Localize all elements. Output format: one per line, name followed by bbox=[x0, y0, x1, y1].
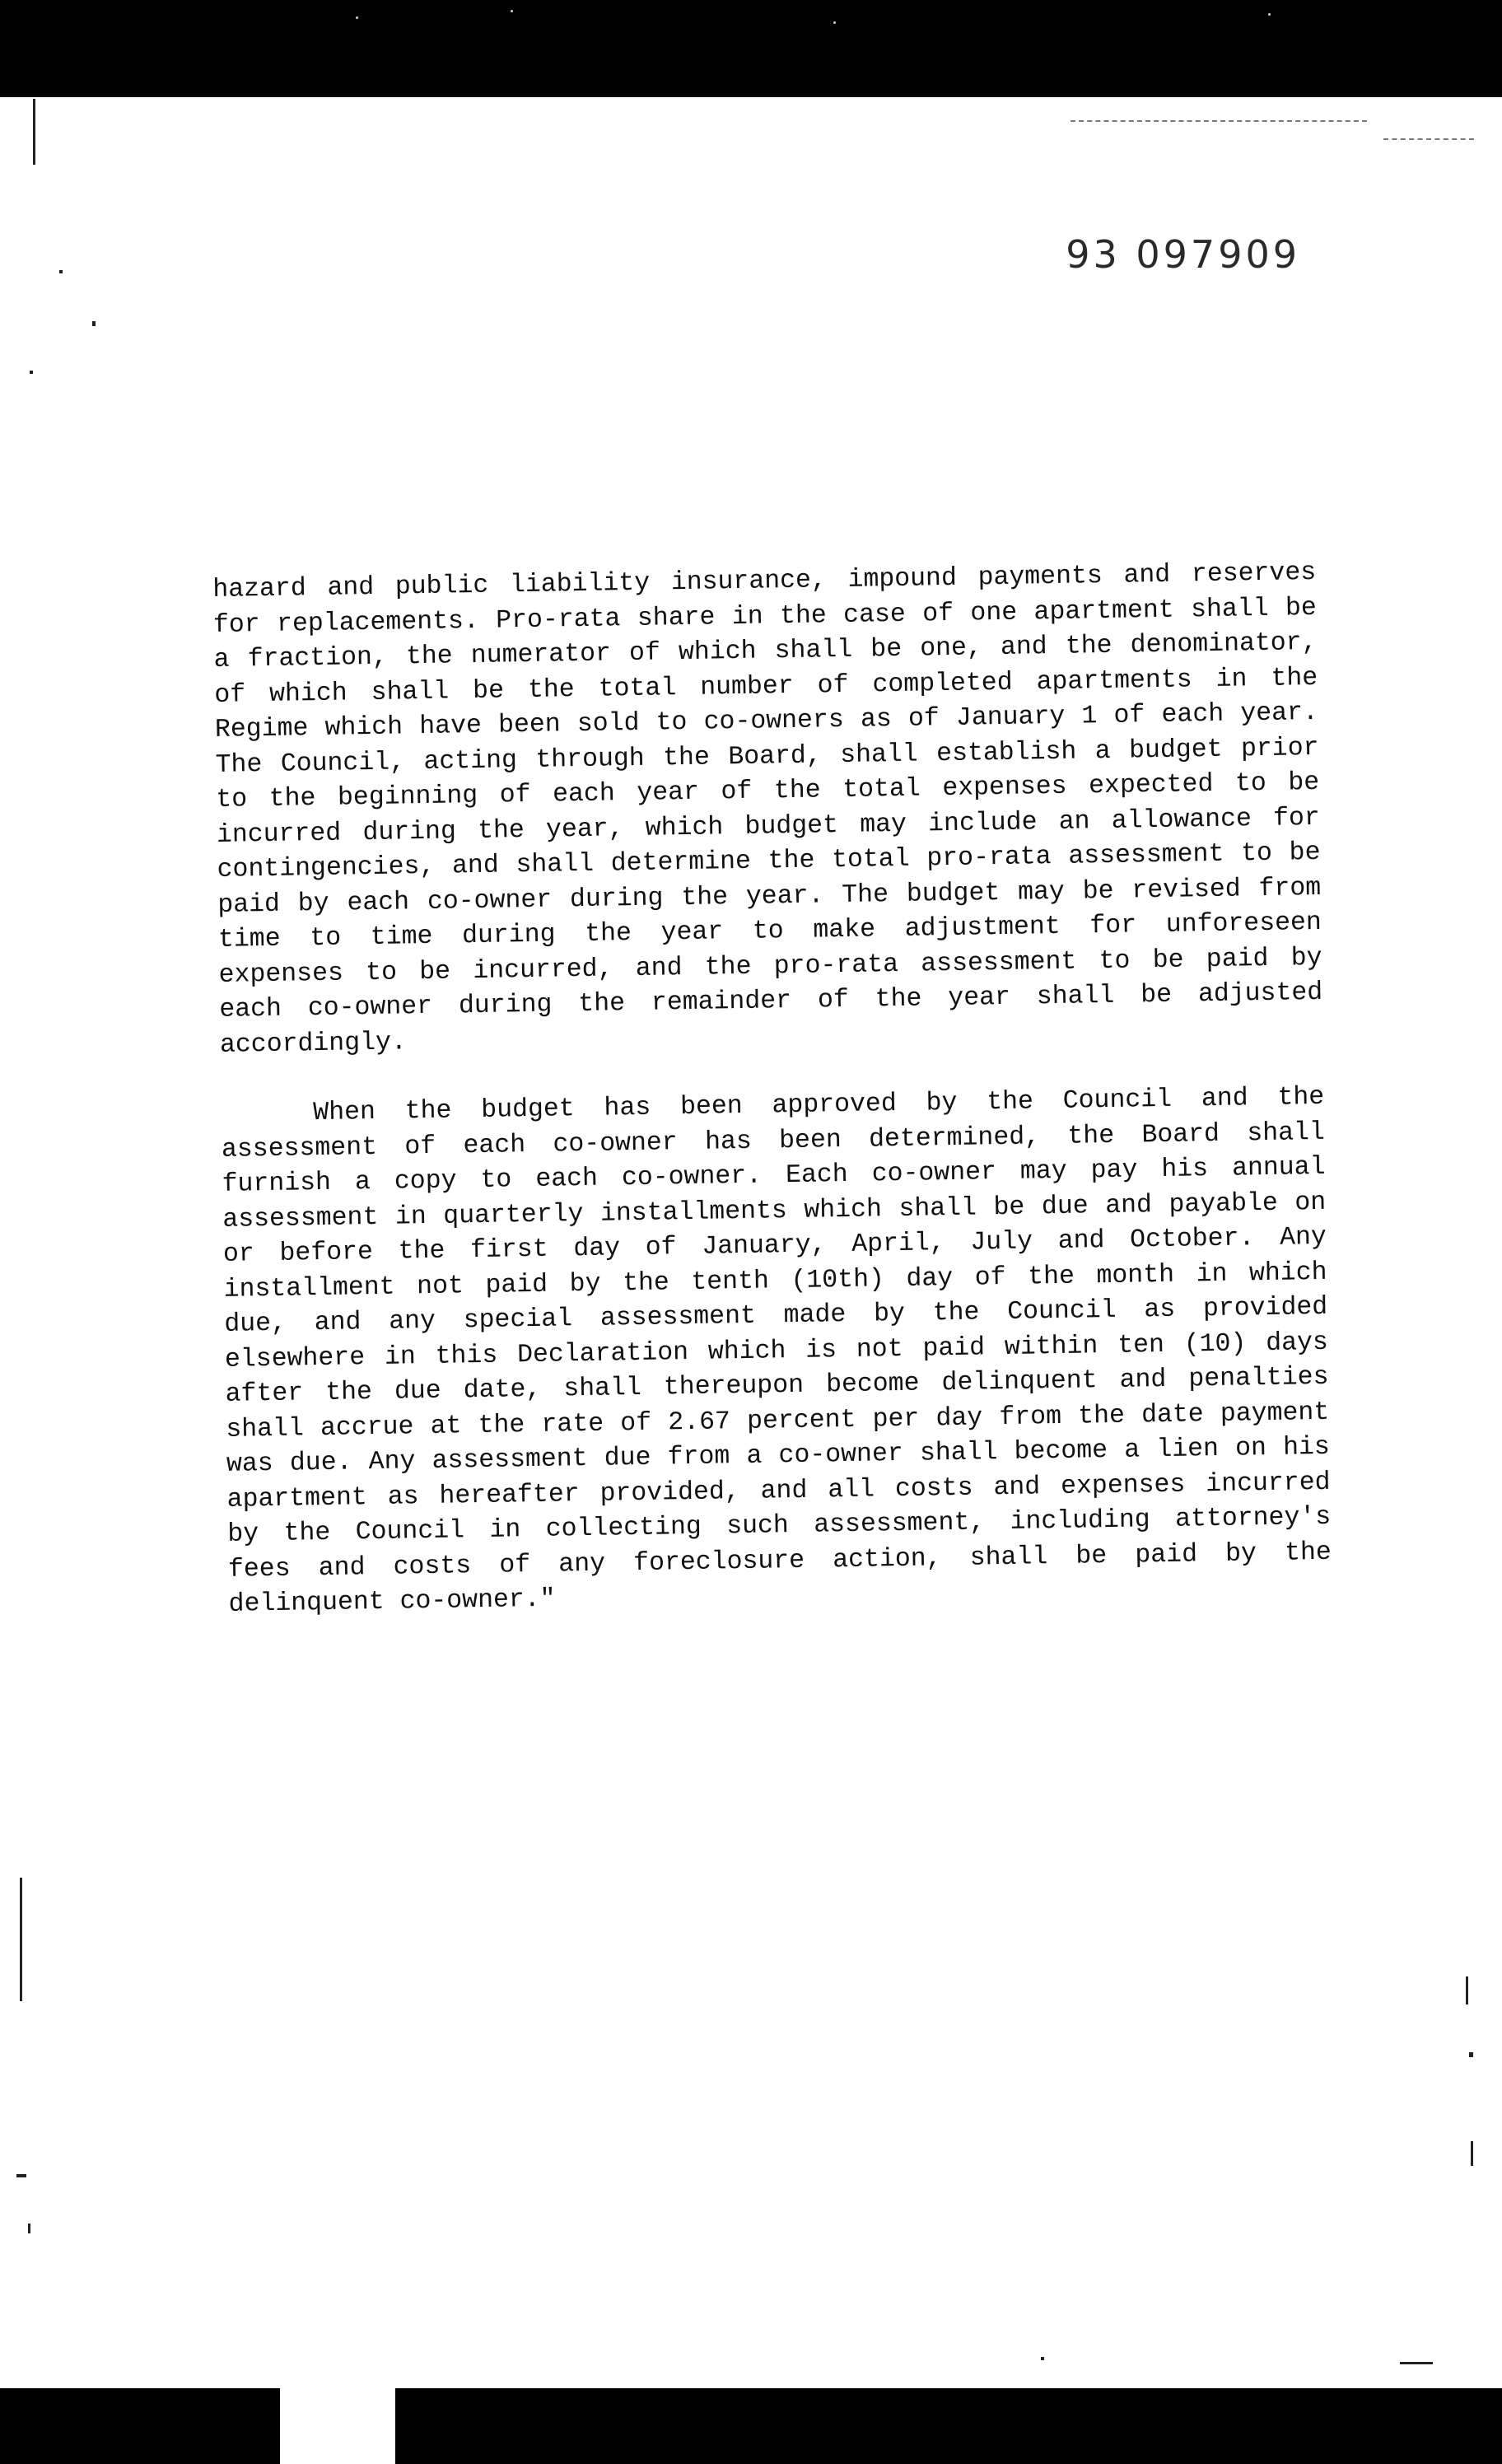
scan-edge-mark bbox=[16, 2174, 26, 2177]
paragraph-2: When the budget has been approved by the Council and the assessment of each co-owner has been determined, the Board shall furnish a copy to each co-owner. Each co-owner may pay his annual assessment in quarterly installments which shall be due and payable on or before the first day of January, April, July and October. Any installment not paid by the tenth (10th) day of the month in which due, and any special assessment made by the Council as provided elsewhere in this Declaration which is not paid within ten (10) days after the due date, shall thereupon become delinquent and penalties shall accrue at the rate of 2.67 percent per day from the date payment was due. Any assessment due from a co-owner shall become a lien on his apartment as hereafter provided, and all costs and expenses incurred by the Council in collecting such assessment, including attorney's fees and costs of any foreclosure action, shall be paid by the delinquent co-owner." bbox=[221, 1082, 1332, 1619]
scan-artifact-rule bbox=[1071, 120, 1367, 122]
scan-edge-mark bbox=[30, 371, 33, 374]
body-text bbox=[212, 556, 1332, 1622]
scan-border-top bbox=[0, 0, 1502, 97]
scan-speck bbox=[833, 21, 836, 24]
document-number: 93 097909 bbox=[1066, 232, 1300, 277]
scan-speck bbox=[356, 16, 358, 19]
scan-edge-mark bbox=[1041, 2357, 1044, 2360]
scan-edge-mark bbox=[1471, 2141, 1473, 2166]
scan-edge-mark bbox=[33, 99, 35, 165]
scan-edge-mark bbox=[92, 321, 96, 326]
scan-edge-mark bbox=[59, 270, 63, 273]
scan-edge-mark bbox=[1469, 2052, 1473, 2057]
scan-edge-mark bbox=[20, 1878, 22, 2001]
scan-edge-mark bbox=[1400, 2362, 1433, 2364]
scan-edge-mark bbox=[28, 2224, 30, 2233]
paragraph-1: hazard and public liability insurance, impound payments and reserves for replacements. Pro-rata share in the case of one apartment shall be a fraction, the numerator of which shall be one, and the denominator, of which shall be the total number of completed apartments in the Regime which have been sold to co-owners as of January 1 of each year. The Council, acting through the Board, shall establish a budget prior to the beginning of each year of the total expenses expected to be incurred during the year, which budget may include an allowance for contingencies, and shall determine the total pro-rata assessment to be paid by each co-owner during the year. The budget may be revised from time to time during the year to make adjustment for unforeseen expenses to be incurred, and the pro-rata assessment to be paid by each co-owner during the remainder of the year shall be adjusted accordingly. bbox=[212, 558, 1323, 1060]
scan-speck bbox=[1268, 13, 1271, 16]
scan-border-notch bbox=[280, 2388, 395, 2464]
scan-border-bottom bbox=[0, 2388, 1502, 2464]
scan-artifact-rule bbox=[1383, 138, 1474, 140]
scan-edge-mark bbox=[1466, 1976, 1468, 2004]
scan-speck bbox=[511, 10, 513, 12]
